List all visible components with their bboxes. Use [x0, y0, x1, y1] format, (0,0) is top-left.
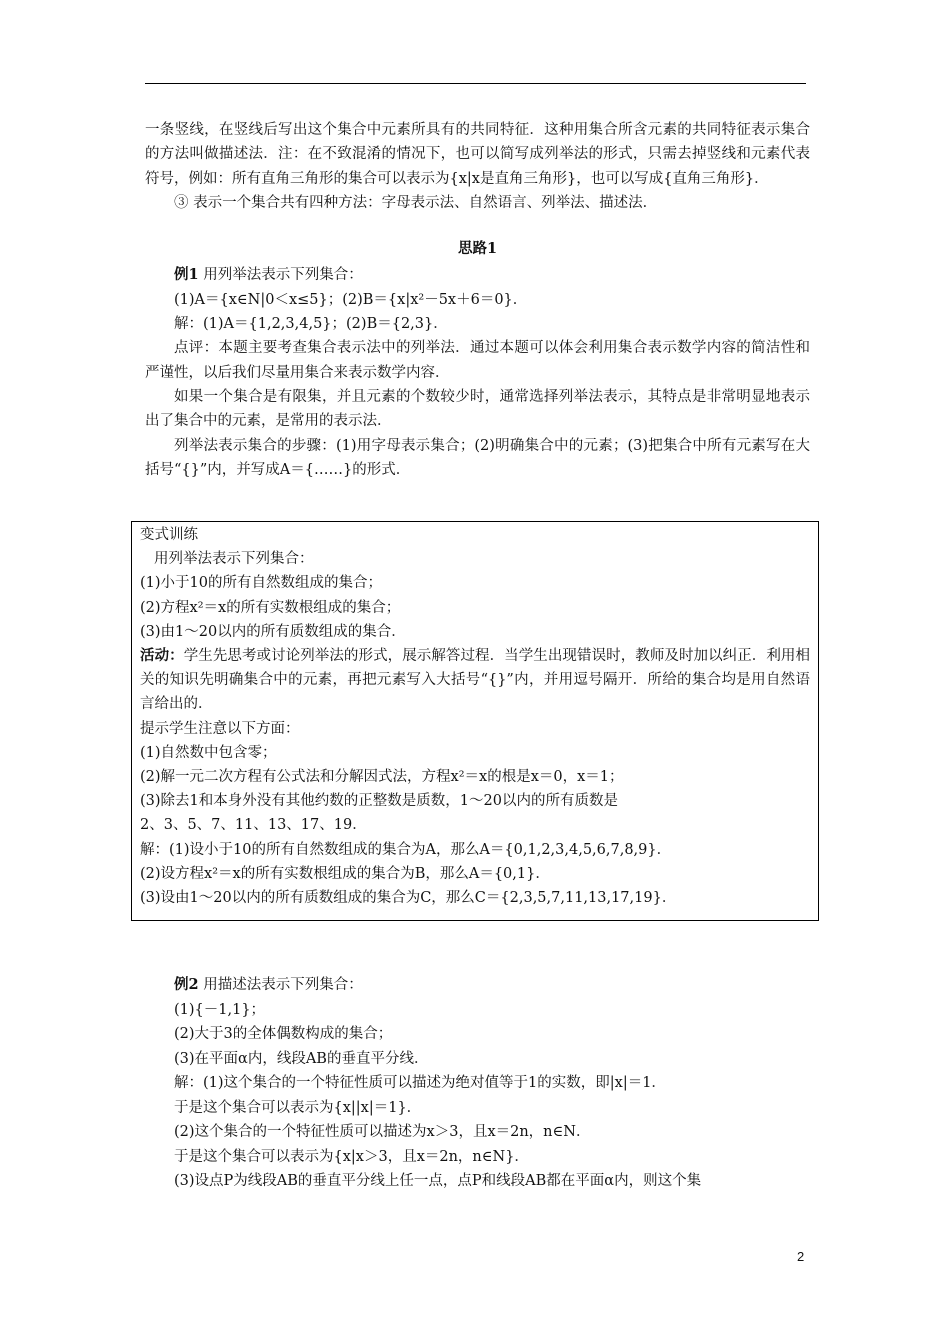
hint-3: (3)除去1和本身外没有其他约数的正整数是质数，1～20以内的所有质数是	[140, 793, 618, 810]
example2-question-1: (1){－1,1}；	[174, 1001, 266, 1018]
activity-paragraph	[140, 644, 810, 717]
box-question-1: (1)小于10的所有自然数组成的集合；	[140, 575, 382, 592]
box-question-3: (3)由1～20以内的所有质数组成的集合．	[140, 623, 406, 640]
description-method-paragraph: 一条竖线，在竖线后写出这个集合中元素所具有的共同特征．这种用集合所含元素的共同特征表示集合的方法叫做描述法．注：在不致混淆的情况下，也可以简写成列举法的形式，只需去掉竖线和元素代表符号，例如：所有直角三角形的集合可以表示为{x|x是直角三角形}，也可以写成{直角三角形}．	[145, 122, 810, 187]
box-question-2: (2)方程x²＝x的所有实数根组成的集合；	[140, 599, 401, 616]
example1-question: (1)A＝{x∈N|0＜x≤5}；(2)B＝{x|x²－5x＋6＝0}．	[174, 291, 528, 308]
example2-section	[145, 973, 810, 1194]
hint-3-primes: 2、3、5、7、11、13、17、19．	[140, 817, 367, 834]
box-solution-1: 解：(1)设小于10的所有自然数组成的集合为A，那么A＝{0,1,2,3,4,5,6,7,8,9}．	[140, 841, 672, 858]
box-solution-2: (2)设方程x²＝x的所有实数根组成的集合为B，那么A＝{0,1}．	[140, 865, 550, 882]
box-solution-3: (3)设由1～20以内的所有质数组成的集合为C，那么C＝{2,3,5,7,11,13,17,19}．	[140, 890, 677, 907]
page-number: 2	[797, 1249, 805, 1264]
example2-solution-2: (2)这个集合的一个特征性质可以描述为x＞3，且x＝2n，n∈N．	[174, 1124, 591, 1140]
box-title: 变式训练	[140, 527, 198, 543]
hint-title: 提示学生注意以下方面：	[140, 720, 300, 737]
finite-set-note: 如果一个集合是有限集，并且元素的个数较少时，通常选择列举法表示，其特点是非常明显地表示出了集合中的元素，是常用的表示法．	[145, 388, 810, 430]
example2-solution-1b: 于是这个集合可以表示为{x||x|＝1}．	[174, 1099, 422, 1116]
example1-comment: 点评：本题主要考查集合表示法中的列举法．通过本题可以体会利用集合表示数学内容的简洁性和严谨性，以后我们尽量用集合来表示数学内容．	[145, 340, 810, 381]
activity-label: 活动：	[140, 647, 184, 665]
four-methods-paragraph: ③ 表示一个集合共有四种方法：字母表示法、自然语言、列举法、描述法．	[174, 194, 658, 211]
example1-solution: 解：(1)A＝{1,2,3,4,5}；(2)B＝{2,3}．	[174, 316, 448, 333]
example2-question-2: (2)大于3的全体偶数构成的集合；	[174, 1026, 393, 1042]
box-intro: 用列举法表示下列集合：	[154, 551, 314, 568]
activity-text: 学生先思考或讨论列举法的形式，展示解答过程．当学生出现错误时，教师及时加以纠正．利用相关的知识先明确集合中的元素，再把元素写入大括号“{}”内，并用逗号隔开．所给的集合均是用自然语言给出的．	[140, 648, 810, 713]
example2-question-3: (3)在平面α内，线段AB的垂直平分线．	[174, 1050, 429, 1067]
example1-label: 例1	[174, 266, 199, 284]
listing-steps-note: 列举法表示集合的步骤：(1)用字母表示集合；(2)明确集合中的元素；(3)把集合中所有元素写在大括号“{}”内，并写成A＝{……}的形式．	[145, 437, 810, 478]
example2-label: 例2	[174, 976, 199, 993]
example2-solution-2b: 于是这个集合可以表示为{x|x＞3，且x＝2n，n∈N}．	[174, 1148, 529, 1165]
example1-title	[145, 263, 810, 287]
variant-training-box	[131, 521, 819, 921]
top-section	[145, 118, 810, 482]
hint-2: (2)解一元二次方程有公式法和分解因式法，方程x²＝x的根是x＝0，x＝1；	[140, 769, 624, 786]
example2-solution-3: (3)设点P为线段AB的垂直平分线上任一点，点P和线段AB都在平面α内，则这个集	[174, 1173, 702, 1189]
header-rule	[145, 83, 806, 84]
example2-solution-1: 解：(1)这个集合的一个特征性质可以描述为绝对值等于1的实数，即|x|＝1．	[174, 1075, 666, 1091]
example2-title	[145, 973, 810, 998]
section-heading: 思路1	[457, 240, 498, 258]
example2-text: 用描述法表示下列集合：	[198, 977, 363, 993]
hint-1: (1)自然数中包含零；	[140, 744, 277, 761]
example1-text: 用列举法表示下列集合：	[198, 267, 363, 284]
